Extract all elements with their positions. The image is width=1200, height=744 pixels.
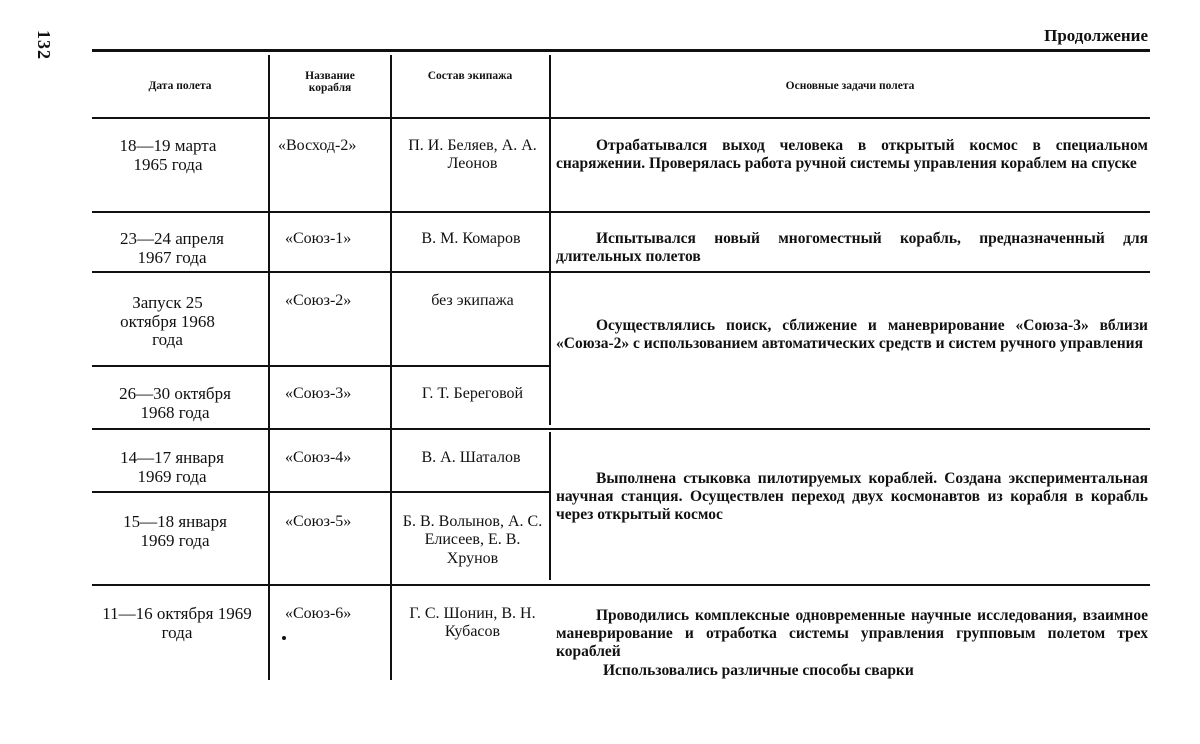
- row-rule-5: [92, 491, 550, 493]
- row-2-date: 23—24 апреля 1967 года: [119, 229, 225, 267]
- row-rule-2: [92, 271, 1150, 273]
- row-7-crew: Г. С. Шонин, В. Н. Кубасов: [409, 605, 536, 641]
- row-4-crew: Г. Т. Береговой: [421, 385, 524, 402]
- row-7-date: 11—16 октября 1969 года: [102, 604, 252, 642]
- row-6-ship: «Союз-5»: [285, 513, 352, 530]
- header-tasks: Основные задачи полета: [785, 80, 915, 92]
- task-4: Выполнена стыковка пилотируемых кораблей. Создана экспериментальная научная станция. Осуществлен переход двух космонавтов из корабля в корабль через открытый космос: [556, 470, 1148, 523]
- row-rule-1: [92, 211, 1150, 213]
- header-crew: Состав экипажа: [427, 70, 513, 82]
- row-2-crew: В. М. Комаров: [421, 230, 521, 247]
- col-divider-1: [268, 55, 270, 680]
- task-6: Использовались различные способы сварки: [603, 662, 914, 679]
- row-1-date: 18—19 марта 1965 года: [119, 136, 217, 174]
- row-rule-3: [92, 365, 550, 367]
- row-4-ship: «Союз-3»: [285, 385, 352, 402]
- row-rule-6: [92, 584, 1150, 586]
- row-6-date: 15—18 января 1969 года: [123, 512, 227, 550]
- header-date: Дата полета: [148, 80, 212, 92]
- task-2: Испытывался новый многоместный корабль, предназначенный для длительных полетов: [556, 230, 1148, 265]
- row-5-date: 14—17 января 1969 года: [120, 448, 224, 486]
- col-divider-3b: [549, 432, 551, 580]
- row-1-crew: П. И. Беляев, А. А. Леонов: [408, 137, 537, 173]
- row-rule-4: [92, 428, 1150, 430]
- row-3-crew: без экипажа: [431, 292, 514, 309]
- row-7-ship: «Союз-6»: [285, 605, 352, 622]
- header-bottom-rule: [92, 117, 1150, 119]
- row-5-ship: «Союз-4»: [285, 449, 352, 466]
- top-rule: [92, 49, 1150, 52]
- stray-dot: [282, 636, 286, 640]
- continuation-label: Продолжение: [1044, 26, 1148, 45]
- row-6-crew: Б. В. Волынов, А. С. Елисеев, Е. В. Хрунов: [402, 513, 543, 567]
- row-4-date: 26—30 октября 1968 года: [119, 384, 231, 422]
- row-1-ship: «Восход-2»: [278, 137, 357, 154]
- task-5: Проводились комплексные одновременные научные исследования, взаимное маневрирование и отработка системы управления групповым полетом трех кораблей: [556, 607, 1148, 660]
- row-3-date: Запуск 25 октября 1968 года: [120, 293, 215, 350]
- col-divider-2: [390, 55, 392, 680]
- col-divider-3: [549, 55, 551, 425]
- task-3: Осуществлялись поиск, сближение и маневрирование «Союза-3» вблизи «Союза-2» с использованием автоматических средств и систем ручного управления: [556, 317, 1148, 352]
- page-number: 132: [34, 30, 54, 60]
- header-ship: Название корабля: [305, 70, 355, 95]
- task-1: Отрабатывался выход человека в открытый космос в специальном снаряжении. Проверялась работа ручной системы управления кораблем на спуске: [556, 137, 1148, 172]
- row-2-ship: «Союз-1»: [285, 230, 352, 247]
- row-5-crew: В. А. Шаталов: [421, 449, 521, 466]
- row-3-ship: «Союз-2»: [285, 292, 352, 309]
